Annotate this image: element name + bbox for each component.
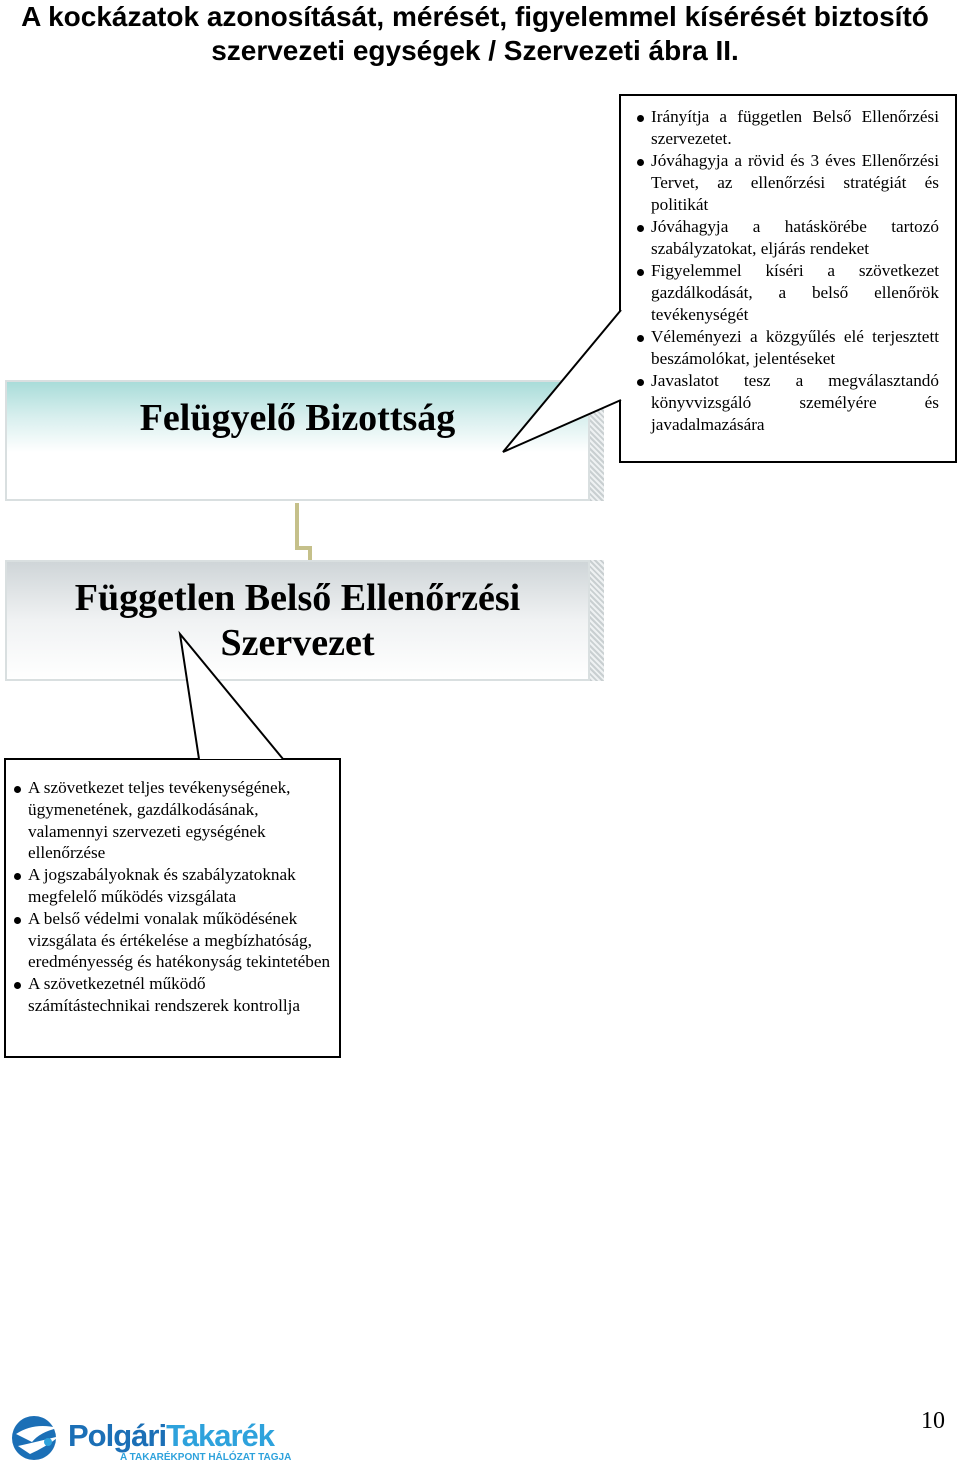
list-item: A szövetkezet teljes tevékenységének, ügymenetének, gazdálkodásának, valamennyi szervezeti egységének ellenőrzése [8, 777, 331, 864]
list-item: A belső védelmi vonalak működésének vizsgálata és értékelése a megbízhatóság, eredményesség és hatékonyság tekintetében [8, 908, 331, 973]
list-item: Véleményezi a közgyűlés elé terjesztett beszámolókat, jelentéseket [631, 326, 939, 370]
bird-logo-icon [10, 1412, 62, 1464]
logo-name-part1: Polgári [68, 1418, 167, 1453]
list-item: Jóváhagyja a hatáskörébe tartozó szabályzatokat, eljárás rendeket [631, 216, 939, 260]
list-item: A jogszabályoknak és szabályzatoknak megfelelő működés vizsgálata [8, 864, 331, 908]
list-item: Jóváhagyja a rövid és 3 éves Ellenőrzési Tervet, az ellenőrzési stratégiát és politikát [631, 150, 939, 216]
supervisory-board-label: Felügyelő Bizottság [139, 397, 456, 439]
page-title: A kockázatok azonosítását, mérését, figyelemmel kísérését biztosító szervezeti egységek / Szervezeti ábra II. [21, 1, 929, 66]
list-item: Javaslatot tesz a megválasztandó könyvvizsgáló személyére és javadalmazására [631, 370, 939, 436]
logo-name-part2: Takarék [166, 1418, 274, 1453]
internal-audit-label-line1: Független Belső Ellenőrzési [74, 577, 521, 619]
list-item: Irányítja a független Belső Ellenőrzési szervezetet. [631, 106, 939, 150]
logo-tagline: A TAKARÉKPONT HÁLÓZAT TAGJA [120, 1452, 292, 1463]
list-item: A szövetkezetnél működő számítástechnikai rendszerek kontrollja [8, 973, 331, 1017]
internal-audit-label-line2: Szervezet [220, 622, 375, 664]
polgari-takarek-logo [10, 1410, 290, 1466]
list-item: Figyelemmel kíséri a szövetkezet gazdálkodását, a belső ellenőrök tevékenységét [631, 260, 939, 326]
page-number: 10 [921, 1408, 945, 1434]
